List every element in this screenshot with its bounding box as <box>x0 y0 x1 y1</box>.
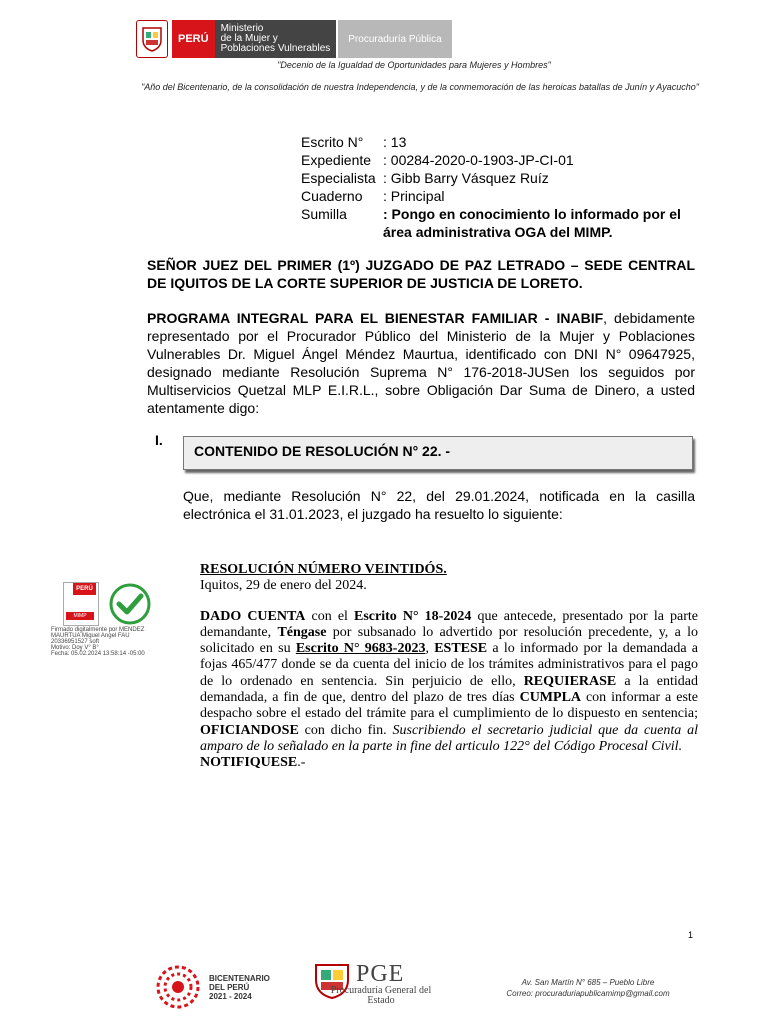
bicentenario-emblem-icon <box>153 962 203 1012</box>
meta-row: Escrito N° : 13 <box>301 134 407 150</box>
intro-paragraph: PROGRAMA INTEGRAL PARA EL BIENESTAR FAMILIAR - INABIF, debidamente representado por el Procurador Público del Ministerio de la Mujer y Poblaciones Vulnerables Dr. Miguel Ángel Méndez Maurtua, identificado con DNI N° 09647925, designado mediante Resolución Suprema N° 176-2018-JUSen los seguidos por Multiservicios Quetzal MLP E.I.R.L., sobre Obligación Dar Suma de Dinero, a usted atentamente digo: <box>147 310 695 416</box>
coat-of-arms-icon <box>136 20 168 58</box>
meta-row: Expediente : 00284-2020-0-1903-JP-CI-01 <box>301 152 574 168</box>
procuraduria-label: Procuraduría Pública <box>338 20 451 58</box>
section-number: I. <box>155 432 163 448</box>
section-heading-box <box>183 436 693 470</box>
pge-logo: PGE Procuraduría General del Estado <box>312 962 446 1006</box>
meta-row: Cuaderno : Principal <box>301 188 445 204</box>
case-meta <box>301 133 703 241</box>
meta-row: Especialista : Gibb Barry Vásquez Ruíz <box>301 170 549 186</box>
resolution-date: Iquitos, 29 de enero del 2024. <box>200 578 367 594</box>
resolution-excerpt <box>200 562 698 772</box>
anio-slogan: "Año del Bicentenario, de la consolidación de nuestra Independencia, y de la conmemoración de las heroicas batallas de Junín y Ayacucho" <box>141 82 699 92</box>
footer-contact: Av. San Martín N° 685 – Pueblo Libre Correo: procuraduriapublicamimp@gmail.com <box>506 978 670 998</box>
header-logo <box>136 20 452 58</box>
addressee: SEÑOR JUEZ DEL PRIMER (1º) JUZGADO DE PAZ LETRADO – SEDE CENTRAL DE IQUITOS DE LA CORTE SUPERIOR DE JUSTICIA DE LORETO. <box>147 257 695 291</box>
resolution-title: RESOLUCIÓN NÚMERO VEINTIDÓS. <box>200 562 447 577</box>
sumilla-text: : Pongo en conocimiento lo informado por el área administrativa OGA del MIMP. <box>383 206 681 240</box>
meta-row: Sumilla : Pongo en conocimiento lo informado por el área administrativa OGA del MIMP. <box>301 205 703 241</box>
section-paragraph: Que, mediante Resolución N° 22, del 29.01.2024, notificada en la casilla electrónica el 31.01.2023, el juzgado ha resuelto lo siguiente: <box>183 488 695 522</box>
decenio-slogan: "Decenio de la Igualdad de Oportunidades para Mujeres y Hombres" <box>277 60 551 70</box>
check-icon <box>108 582 152 626</box>
bicentenario-logo: BICENTENARIO DEL PERÚ 2021 - 2024 <box>153 962 270 1012</box>
resolution-body: DADO CUENTA con el Escrito N° 18-2024 que antecede, presentado por la parte demandante, Téngase por subsanado lo advertido por resolución precedente, y, a lo solicitado en su Escrito N° 9683-2023, ESTESE a lo informado por la demandada a fojas 465/477 donde se da cuenta del inicio de los trámites administrativos para el pago de lo ordenado en sentencia. Sin perjuicio de ello, REQUIERASE a la entidad demandada, a fin de que, dentro del plazo de tres días CUMPLA con informar a este despacho sobre el estado del trámite para el cumplimiento de lo dispuesto en sentencia; OFICIANDOSE con dicho fin. Suscribiendo el secretario judicial que da cuenta al amparo de lo señalado en la parte in fine del articulo 122° del Código Procesal Civil. NOTIFIQUESE.- <box>200 608 698 771</box>
peru-label: PERÚ <box>172 20 215 58</box>
page-number: 1 <box>688 930 694 940</box>
section-title: CONTENIDO DE RESOLUCIÓN N° 22. - <box>194 443 451 459</box>
signature-details: Firmado digitalmente por MENDEZ MAURTUA Miguel Angel FAU 20336951527 soft Motivo: Doy V° B° Fecha: 05.02.2024 13:58:14 -05:00 <box>51 627 145 657</box>
ministry-name: Ministerio de la Mujer y Poblaciones Vulnerables <box>215 20 337 58</box>
